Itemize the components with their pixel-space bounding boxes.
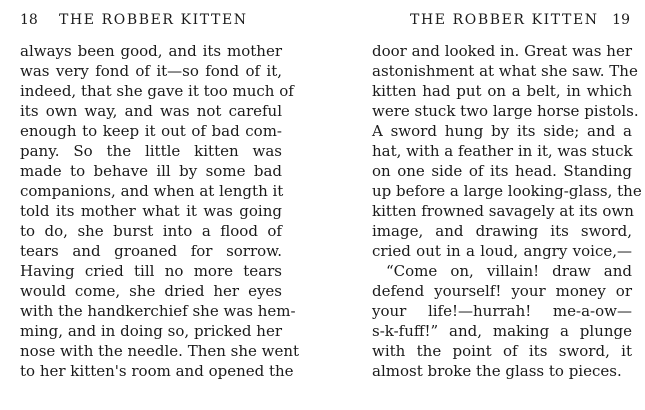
- text-line: tears and groaned for sorrow.: [20, 242, 282, 260]
- text-line: made to behave ill by some bad: [20, 162, 282, 180]
- text-line: image, and drawing its sword,: [372, 222, 632, 240]
- right-page: [372, 0, 642, 381]
- text-line: your life!—hurrah! me-a-ow—: [372, 302, 632, 320]
- text-line: pany. So the little kitten was: [20, 142, 282, 160]
- left-page-number: 18: [20, 12, 38, 28]
- text-line: always been good, and its mother: [20, 42, 282, 60]
- left-page-body: [20, 41, 300, 381]
- text-line: “Come on, villain! draw and: [386, 262, 632, 280]
- text-line: kitten had put on a belt, in which: [372, 82, 632, 100]
- left-page: [20, 0, 300, 381]
- text-line: ming, and in doing so, pricked her: [20, 322, 282, 340]
- text-line: to do, she burst into a flood of: [20, 222, 282, 240]
- text-line: its own way, and was not careful: [20, 102, 282, 120]
- text-line: with the handkerchief she was hem-: [20, 302, 296, 320]
- right-running-title: THE ROBBER KITTEN: [410, 12, 599, 28]
- text-line: indeed, that she gave it too much of: [20, 82, 294, 100]
- text-line: door and looked in. Great was her: [372, 42, 632, 60]
- text-line: on one side of its head. Standing: [372, 162, 632, 180]
- text-line: A sword hung by its side; and a: [372, 122, 632, 140]
- text-line: kitten frowned savagely at its own: [372, 202, 634, 220]
- text-line: cried out in a loud, angry voice,—: [372, 242, 632, 260]
- text-line: with the point of its sword, it: [372, 342, 632, 360]
- text-line: hat, with a feather in it, was stuck: [372, 142, 633, 160]
- text-line: Having cried till no more tears: [20, 262, 282, 280]
- text-line: almost broke the glass to pieces.: [372, 362, 622, 380]
- text-line: was very fond of it—so fond of it,: [20, 62, 282, 80]
- text-line: defend yourself! your money or: [372, 282, 632, 300]
- text-line: were stuck two large horse pistols.: [372, 102, 639, 120]
- text-line: nose with the needle. Then she went: [20, 342, 300, 360]
- right-page-number: 19: [612, 12, 630, 28]
- text-line: told its mother what it was going: [20, 202, 282, 220]
- text-line: astonishment at what she saw. The: [372, 62, 638, 80]
- left-running-title: THE ROBBER KITTEN: [59, 12, 248, 28]
- text-line: up before a large looking-glass, the: [372, 182, 642, 200]
- left-page-header: [20, 10, 282, 32]
- right-page-header: [372, 10, 632, 32]
- text-line: companions, and when at length it: [20, 182, 284, 200]
- right-page-body: [372, 41, 642, 381]
- text-line: enough to keep it out of bad com-: [20, 122, 282, 140]
- text-line: to her kitten's room and opened the: [20, 362, 294, 380]
- text-line: s-k-fuff!” and, making a plunge: [372, 322, 632, 340]
- text-line: would come, she dried her eyes: [20, 282, 282, 300]
